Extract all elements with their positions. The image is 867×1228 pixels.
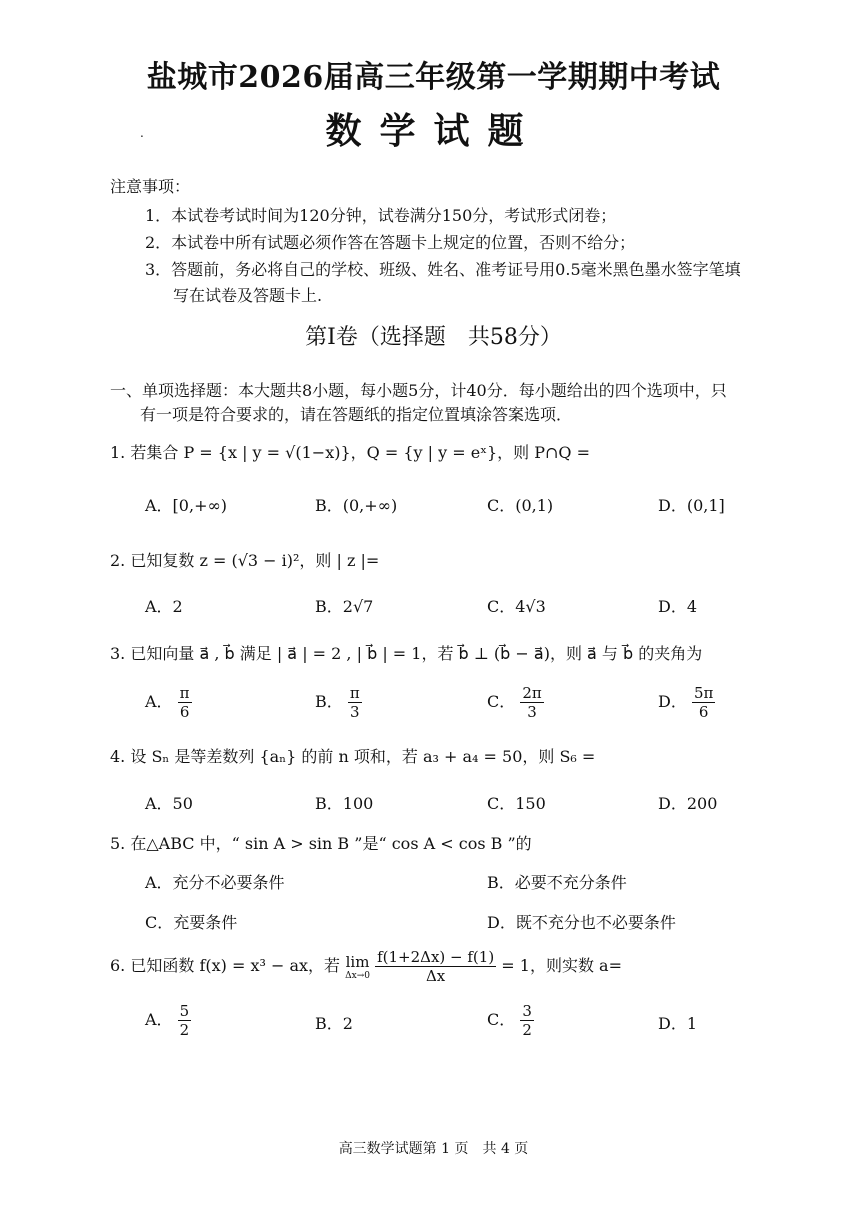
q3-option-d-label: D．	[658, 692, 687, 711]
q5-option-d: D．既不充分也不必要条件	[487, 913, 676, 932]
q6-lim-word: lim	[345, 952, 370, 971]
part-heading-line2: 有一项是符合要求的，请在答题纸的指定位置填涂答案选项．	[140, 405, 573, 424]
q5-option-b: B．必要不充分条件	[487, 873, 627, 892]
question-5-stem: 5. 在△ABC 中，“ sin A > sin B ”是“ cos A < cos B ”的	[110, 834, 532, 853]
q6-option-d: D．1	[658, 1014, 698, 1033]
q3-b-num: π	[349, 684, 360, 702]
q2-option-d: D．4	[658, 597, 698, 616]
q1-option-b: B．(0,+∞)	[315, 496, 398, 515]
subject-title: 数学试题	[325, 110, 542, 152]
note-item-3-cont: 写在试卷及答题卡上.	[173, 286, 323, 305]
q6-option-c	[487, 1002, 534, 1039]
q1-option-c: C．(0,1)	[487, 496, 554, 515]
question-6-stem	[110, 948, 622, 985]
q6-c-num: 3	[522, 1002, 532, 1020]
q6-option-c-label: C．	[487, 1010, 516, 1029]
question-2-stem: 2. 已知复数 z = (√3 − i)²，则 | z |=	[110, 551, 380, 570]
q6-stem-pre: 6. 已知函数 f(x) = x³ − ax，若	[110, 956, 341, 975]
question-4-stem: 4. 设 Sₙ 是等差数列 {aₙ} 的前 n 项和，若 a₃ + a₄ = 50，则 S₆ =	[110, 747, 596, 766]
q3-option-d-fraction	[692, 684, 715, 721]
section-title: 第I卷（选择题 共58分）	[305, 325, 562, 350]
q6-c-den: 2	[522, 1021, 532, 1039]
q6-lim-sub: Δx→0	[345, 970, 370, 981]
q6-option-b: B．2	[315, 1014, 353, 1033]
note-item-3: 3．答题前，务必将自己的学校、班级、姓名、准考证号用0.5毫米黑色墨水签字笔填	[145, 260, 741, 279]
q5-option-a: A．充分不必要条件	[145, 873, 285, 892]
q6-num: f(1+2Δx) − f(1)	[377, 948, 495, 966]
exam-title: 盐城市2026届高三年级第一学期期中考试	[146, 60, 721, 95]
q6-option-a	[145, 1002, 191, 1039]
question-1-stem: 1. 若集合 P = {x | y = √(1−x)}，Q = {y | y = eˣ}，则 P∩Q =	[110, 443, 591, 462]
q6-a-den: 2	[179, 1021, 190, 1039]
q5-option-c: C．充要条件	[145, 913, 238, 932]
q3-option-a-fraction	[178, 684, 192, 721]
q3-option-b	[315, 684, 362, 721]
q6-option-a-fraction	[178, 1002, 192, 1039]
q4-option-c: C．150	[487, 794, 546, 813]
q6-option-a-label: A．	[145, 1010, 173, 1029]
part-heading-line1: 一、单项选择题：本大题共8小题，每小题5分，计40分．每小题给出的四个选项中，只	[110, 381, 727, 400]
q3-option-d	[658, 684, 715, 721]
q3-b-den: 3	[350, 703, 360, 721]
page-footer: 高三数学试题第 1 页 共 4 页	[338, 1141, 529, 1157]
q3-option-c-label: C．	[487, 692, 516, 711]
q1-option-d: D．(0,1]	[658, 496, 725, 515]
q3-option-b-label: B．	[315, 692, 343, 711]
q3-a-den: 6	[179, 703, 190, 721]
q6-a-num: 5	[179, 1002, 190, 1020]
q3-a-num: π	[179, 684, 190, 702]
question-3-stem: 3. 已知向量 a⃗ , b⃗ 满足 | a⃗ | = 2 , | b⃗ | = 1，若 b⃗ ⊥ (b⃗ − a⃗)，则 a⃗ 与 b⃗ 的夹角为	[110, 644, 703, 663]
q3-option-a	[145, 684, 192, 721]
q2-option-b: B．2√7	[315, 597, 374, 616]
q6-den: Δx	[425, 967, 446, 985]
q3-option-c	[487, 684, 544, 721]
q4-option-a: A．50	[145, 794, 193, 813]
q4-option-d: D．200	[658, 794, 718, 813]
q1-option-a: A．[0,+∞)	[145, 496, 228, 515]
q3-d-den: 6	[698, 703, 709, 721]
q3-d-num: 5π	[693, 684, 714, 702]
q3-option-a-label: A．	[145, 692, 173, 711]
q3-option-b-fraction	[348, 684, 362, 721]
q3-c-den: 3	[527, 703, 537, 721]
q2-option-a: A．2	[145, 597, 183, 616]
q6-stem-post: = 1，则实数 a=	[501, 956, 622, 975]
q2-option-c: C．4√3	[487, 597, 546, 616]
q6-limit-fraction	[375, 948, 496, 985]
stray-dot: .	[140, 126, 144, 140]
q6-option-c-fraction	[520, 1002, 534, 1039]
q4-option-b: B．100	[315, 794, 374, 813]
note-item-2: 2．本试卷中所有试题必须作答在答题卡上规定的位置，否则不给分；	[145, 233, 636, 252]
q3-option-c-fraction	[520, 684, 543, 721]
q6-limit	[345, 953, 370, 981]
q3-c-num: 2π	[522, 684, 542, 702]
notes-heading: 注意事项：	[110, 177, 191, 196]
note-item-1: 1．本试卷考试时间为120分钟，试卷满分150分，考试形式闭卷；	[145, 206, 617, 225]
